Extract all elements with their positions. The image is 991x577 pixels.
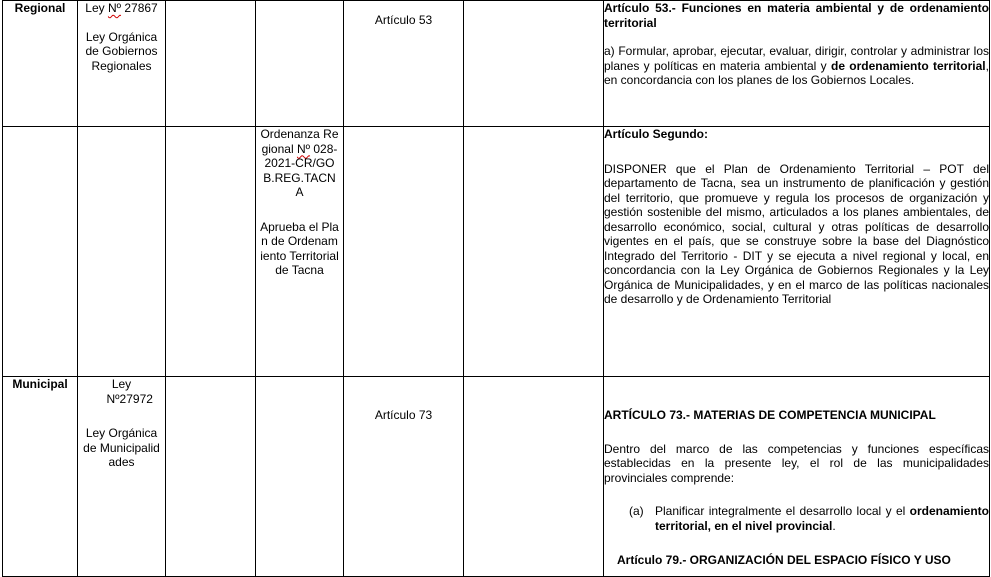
empty-cell xyxy=(166,1,256,127)
article-heading: ARTÍCULO 73.- MATERIAS DE COMPETENCIA MUNICIPAL xyxy=(604,408,936,422)
law-cell xyxy=(78,1,166,127)
article-ref: Artículo 73 xyxy=(374,408,433,422)
empty-cell xyxy=(464,1,604,127)
empty-cell xyxy=(3,127,78,377)
legal-text-cell xyxy=(604,1,990,127)
law-name: Ley Orgánica de Municipalidades xyxy=(83,426,160,469)
legal-text-cell xyxy=(604,377,990,577)
spellcheck-word: Nº xyxy=(107,1,122,15)
article-cell xyxy=(344,377,464,577)
table-row-ordinance xyxy=(3,127,990,377)
list-marker: (a) xyxy=(629,504,644,518)
table-row-regional xyxy=(3,1,990,127)
next-article-heading: Artículo 79.- ORGANIZACIÓN DEL ESPACIO FÍSICO Y USO xyxy=(617,553,951,567)
article-heading: Artículo 53.- Funciones en materia ambiental y de ordenamiento territorial xyxy=(604,1,989,30)
ordinance-description: Aprueba el Plan de Ordenamiento Territorial de Tacna xyxy=(260,219,339,277)
article-intro: Dentro del marco de las competencias y funciones específicas establecidas en la presente ley, el rol de las municipalidades provinciales comprende: xyxy=(604,441,989,485)
empty-cell xyxy=(166,127,256,377)
article-body: DISPONER que el Plan de Ordenamiento Territorial – POT del departamento de Tacna, sea un instrumento de planificación y gestión del territorio, que promueve y regula los procesos de organización y gestión sostenible del mismo, articulados a los planes ambientales, de desarrollo económico, social, cultural y otras políticas de desarrollo vigentes en el país, que se construye sobre la base del Diagnóstico Integrado del Territorio - DIT y se ejecuta a nivel regional y local, en concordancia con la Ley Orgánica de Gobiernos Regionales y la Ley Orgánica de Municipalidades, y en el marco de las políticas nacionales de desarrollo y de Ordenamiento Territorial xyxy=(604,161,989,306)
regulation-cell xyxy=(256,127,344,377)
empty-cell xyxy=(344,127,464,377)
spellcheck-word: Nº xyxy=(296,141,311,156)
level-cell xyxy=(3,377,78,577)
list-item xyxy=(629,504,989,533)
law-name: Ley Orgánica de Gobiernos Regionales xyxy=(85,29,158,73)
ordinance-number: Ordenanza Regional Nº 028-2021-CR/GOB.REG.TACNA xyxy=(260,127,339,199)
level-label: Municipal xyxy=(12,377,68,391)
article-heading: Artículo Segundo: xyxy=(604,127,708,141)
empty-cell xyxy=(166,377,256,577)
level-label: Regional xyxy=(14,1,66,15)
law-number: Ley Nº27972 xyxy=(106,377,153,406)
empty-cell xyxy=(256,1,344,127)
article-ref: Artículo 53 xyxy=(374,13,433,27)
law-number: Ley Nº 27867 xyxy=(85,1,158,15)
law-cell xyxy=(78,377,166,577)
empty-cell xyxy=(256,377,344,577)
article-body: a) Formular, aprobar, ejecutar, evaluar, dirigir, controlar y administrar los planes y políticas en materia ambiental y de ordenamiento territorial, en concordancia con los planes de los Gobiernos Locales. xyxy=(604,44,989,87)
level-cell xyxy=(3,1,78,127)
legal-text-cell xyxy=(604,127,990,377)
article-cell xyxy=(344,1,464,127)
list-item-text: Planificar integralmente el desarrollo local y el ordenamiento territorial, en el nivel provincial. xyxy=(655,504,989,533)
empty-cell xyxy=(464,127,604,377)
table-row-municipal xyxy=(3,377,990,577)
empty-cell xyxy=(78,127,166,377)
empty-cell xyxy=(464,377,604,577)
legal-framework-table xyxy=(2,0,990,577)
